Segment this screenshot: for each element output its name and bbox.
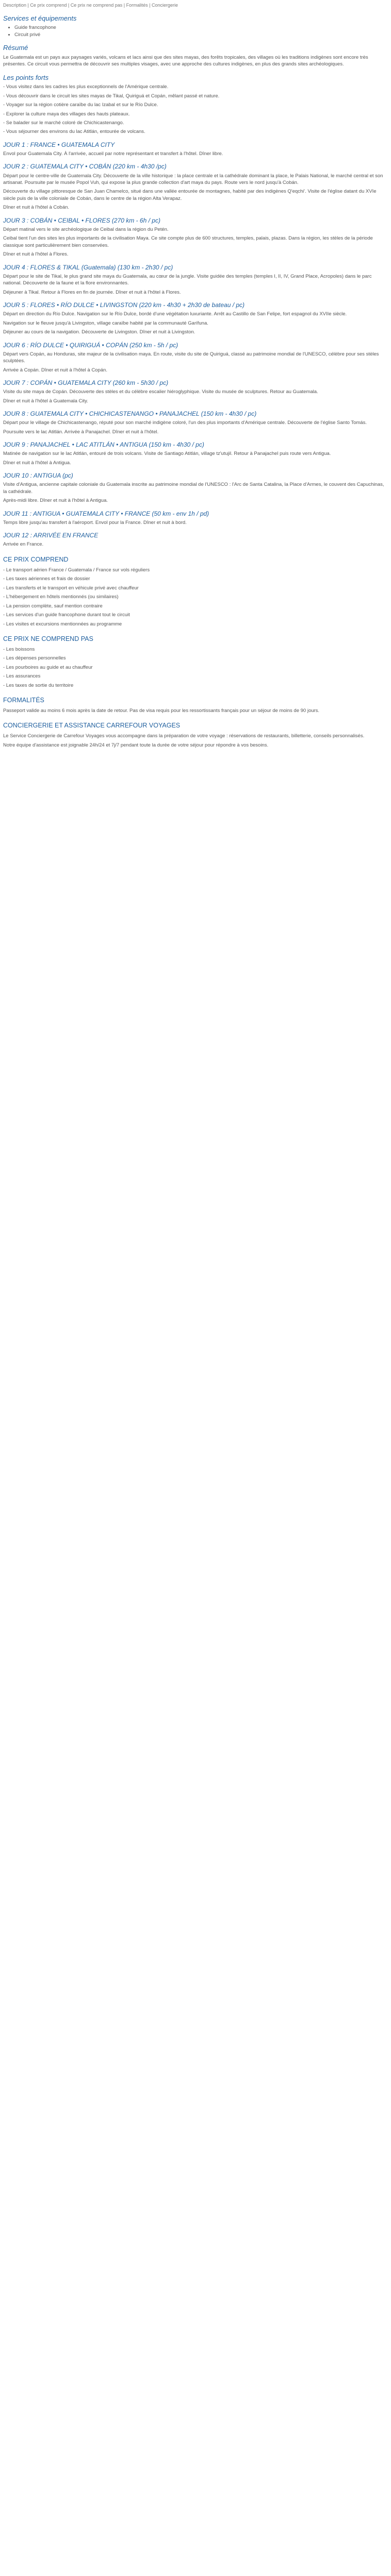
inclus-item: - Le transport aérien France / Guatemala / France sur vols réguliers <box>3 567 150 573</box>
non-inclus-item: - Les pourboires au guide et au chauffeur <box>3 664 93 670</box>
day-11 <box>3 510 388 527</box>
day-2 <box>3 162 388 211</box>
services-title: Services et équipements <box>3 14 77 22</box>
day-text: Déjeuner au cours de la navigation. Découverte de Livingston. Dîner et nuit à Livingston. <box>3 329 196 335</box>
day-title: JOUR 10 : ANTIGUA (pc) <box>3 472 73 480</box>
day-title: JOUR 2 : GUATEMALA CITY • COBÁN (220 km - 4h30 /pc) <box>3 163 167 171</box>
day-title: JOUR 9 : PANAJACHEL • LAC ATITLÁN • ANTIGUA (150 km - 4h30 / pc) <box>3 441 204 449</box>
day-text: Départ en direction du Río Dulce. Navigation sur le Río Dulce, bordé d'une végétation luxuriante. Arrêt au Castillo de San Felipe, fort espagnol du XVIIe siècle. <box>3 311 347 317</box>
inclus-item: - Les services d'un guide francophone durant tout le circuit <box>3 612 130 618</box>
day-title: JOUR 4 : FLORES & TIKAL (Guatemala) (130 km - 2h30 / pc) <box>3 263 173 271</box>
day-text: Départ vers Copán, au Honduras, site majeur de la civilisation maya. En route, visite du site de Quiriguá, classé au patrimoine mondial de l'UNESCO, célèbre pour ses stèles sculptées. <box>3 351 379 364</box>
non-inclus-item: - Les boissons <box>3 646 35 652</box>
day-text: Temps libre jusqu'au transfert à l'aéroport. Envol pour la France. Dîner et nuit à bord. <box>3 519 187 526</box>
day-title: JOUR 1 : FRANCE • GUATEMALA CITY <box>3 141 115 148</box>
inclus-item: - L'hébergement en hôtels mentionnés (ou similaires) <box>3 594 119 600</box>
day-text: Arrivée à Copán. Dîner et nuit à l'hôtel à Copán. <box>3 367 107 373</box>
day-text: Départ pour le village de Chichicastenango, réputé pour son marché indigène coloré, l'un des plus importants d'Amérique centrale. Découverte de l'église Santo Tomás. <box>3 420 367 426</box>
services-list <box>3 24 388 38</box>
day-text: Après-midi libre. Dîner et nuit à l'hôtel à Antigua. <box>3 498 108 504</box>
day-7 <box>3 379 388 404</box>
day-title: JOUR 8 : GUATEMALA CITY • CHICHICASTENANGO • PANAJACHEL (150 km - 4h30 / pc) <box>3 410 257 418</box>
inclus-item: - La pension complète, sauf mention contraire <box>3 603 103 609</box>
non-inclus-item: - Les dépenses personnelles <box>3 655 66 662</box>
points-forts-item: - Vous visitez dans les cadres les plus exceptionnels de l'Amérique centrale. <box>3 84 169 90</box>
inclus-list <box>3 567 388 628</box>
day-text: Navigation sur le fleuve jusqu'à Livingston, village caraïbe habité par la communauté Garífuna. <box>3 320 208 326</box>
day-1 <box>3 141 388 158</box>
resume-title: Résumé <box>3 44 28 52</box>
day-text: Visite du site maya de Copán. Découverte des stèles et du célèbre escalier hiéroglyphique. Visite du musée de sculptures. Retour au Guatemala. <box>3 389 318 395</box>
points-forts-title: Les points forts <box>3 73 49 81</box>
day-title: JOUR 11 : ANTIGUA • GUATEMALA CITY • FRANCE (50 km - env 1h / pd) <box>3 510 209 517</box>
day-3 <box>3 216 388 258</box>
formalites-text: Passeport valide au moins 6 mois après la date de retour. Pas de visa requis pour les ressortissants français pour un séjour de moins de 90 jours. <box>3 707 320 714</box>
day-title: JOUR 12 : ARRIVÉE EN FRANCE <box>3 532 99 539</box>
inclus-title: CE PRIX COMPREND <box>3 555 69 563</box>
day-text: Dîner et nuit à l'hôtel à Guatemala City. <box>3 398 88 404</box>
points-forts-list <box>3 83 388 135</box>
formalites-title: FORMALITÉS <box>3 697 44 704</box>
day-text: Dîner et nuit à l'hôtel à Flores. <box>3 251 69 258</box>
inclus-item: - Les visites et excursions mentionnées au programme <box>3 621 122 627</box>
resume-text: Le Guatemala est un pays aux paysages variés, volcans et lacs ainsi que des sites mayas, des forêts tropicales, des villages où les traditions indigènes sont encore très présentes. Ce circuit vous permettra de découvrir ses multiples visages, avec une approche des cultures indigènes, en plus des grands sites archéologiques. <box>3 54 368 67</box>
day-8 <box>3 410 388 435</box>
day-title: JOUR 7 : COPÁN • GUATEMALA CITY (260 km - 5h30 / pc) <box>3 379 169 387</box>
day-12 <box>3 531 388 548</box>
day-text: Arrivée en France. <box>3 541 44 548</box>
non-inclus-item: - Les taxes de sortie du territoire <box>3 682 74 688</box>
day-text: Visite d'Antigua, ancienne capitale coloniale du Guatemala inscrite au patrimoine mondial de l'UNESCO : l'Arc de Santa Catalina, la Place d'Armes, le couvent des Capuchinas, la cathédrale. <box>3 482 384 495</box>
day-4 <box>3 263 388 296</box>
day-text: Départ pour le site de Tikal, le plus grand site maya du Guatemala, au cœur de la jungle. Visite guidée des temples (temples I, II, IV, Grand Place, Acropoles) dans le parc national. Découverte de la faune et la flore environnantes. <box>3 273 372 286</box>
points-forts-item: - Vous découvrir dans le circuit les sites mayas de Tikal, Quiriguá et Copán, mêlant passé et nature. <box>3 93 220 99</box>
inclus-item: - Les transferts et le transport en véhicule privé avec chauffeur <box>3 585 139 591</box>
day-text: Matinée de navigation sur le lac Atitlán, entouré de trois volcans. Visite de Santiago Atitlán, village tz'utujil. Retour à Panajachel puis route vers Antigua. <box>3 451 331 457</box>
day-text: Déjeuner à Tikal. Retour à Flores en fin de journée. Dîner et nuit à l'hôtel à Flores. <box>3 289 181 295</box>
conciergerie-title: CONCIERGERIE ET ASSISTANCE CARREFOUR VOYAGES <box>3 722 181 730</box>
day-5 <box>3 301 388 335</box>
day-text: Envol pour Guatemala City. À l'arrivée, accueil par notre représentant et transfert à l'hôtel. Dîner libre. <box>3 151 223 157</box>
day-text: Découverte du village pittoresque de San Juan Chamelco, situé dans une vallée entourée de montagnes, habité par des indigènes Q'eqchi'. Visite de l'église datant du XVIe siècle puis de la ville coloniale de Cobán, dans le centre de la région Alta Verapaz. <box>3 189 377 201</box>
itinerary <box>3 141 388 548</box>
day-text: Départ pour le centre-ville de Guatemala City. Découverte de la ville historique : la place centrale et la cathédrale dominant la place, le Palais National, le marché central et son artisanat. Poursuite par le musée Popol Vuh, qui expose la plus grande collection d'art maya du pays. Route vers le nord jusqu'à Cobán. <box>3 173 383 185</box>
points-forts-item: - Voyager sur la région cotière caraïbe du lac Izabal et sur le Río Dulce. <box>3 102 158 108</box>
day-10 <box>3 471 388 504</box>
day-text: Poursuite vers le lac Atitlán. Arrivée à Panajachel. Dîner et nuit à l'hôtel. <box>3 429 159 435</box>
day-text: Dîner et nuit à l'hôtel à Cobán. <box>3 205 70 211</box>
day-text: Ceibal tient l'un des sites les plus importants de la civilisation Maya. Ce site compte plus de 600 structures, temples, palais, plazas. Dans la région, les stèles de la période classique sont particulièrement bien conservées. <box>3 235 373 248</box>
points-forts-item: - Explorer la culture maya des villages des hauts plateaux. <box>3 111 130 117</box>
breadcrumb: Description | Ce prix comprend | Ce prix ne comprend pas | Formalités | Conciergerie <box>3 3 178 8</box>
points-forts-item: - Se balader sur le marché coloré de Chichicastenango. <box>3 120 124 126</box>
day-title: JOUR 6 : RÍO DULCE • QUIRIGUÁ • COPÁN (250 km - 5h / pc) <box>3 341 178 349</box>
non-inclus-title: CE PRIX NE COMPREND PAS <box>3 635 93 643</box>
conciergerie-text: Notre équipe d'assistance est joignable 24h/24 et 7j/7 pendant toute la durée de votre séjour pour répondre à vos besoins. <box>3 742 269 748</box>
day-text: Dîner et nuit à l'hôtel à Antigua. <box>3 460 71 466</box>
services-item: • Guide francophone <box>14 24 388 31</box>
day-title: JOUR 5 : FLORES • RÍO DULCE • LIVINGSTON (220 km - 4h30 + 2h30 de bateau / pc) <box>3 301 245 309</box>
day-6 <box>3 341 388 374</box>
non-inclus-item: - Les assurances <box>3 673 41 680</box>
day-text: Départ matinal vers le site archéologique de Ceibal dans la région du Petén. <box>3 226 169 232</box>
day-title: JOUR 3 : COBÁN • CEIBAL • FLORES (270 km - 6h / pc) <box>3 216 160 224</box>
conciergerie-text: Le Service Conciergerie de Carrefour Voyages vous accompagne dans la préparation de votre voyage : réservations de restaurants, billetterie, conseils personnalisés. <box>3 733 365 739</box>
services-item: • Circuit privé <box>14 31 388 38</box>
points-forts-item: - Vous séjourner des environs du lac Atitlán, entourée de volcans. <box>3 129 145 135</box>
page <box>0 0 391 756</box>
day-9 <box>3 440 388 466</box>
inclus-item: - Les taxes aériennes et frais de dossier <box>3 576 90 582</box>
non-inclus-list <box>3 646 388 689</box>
